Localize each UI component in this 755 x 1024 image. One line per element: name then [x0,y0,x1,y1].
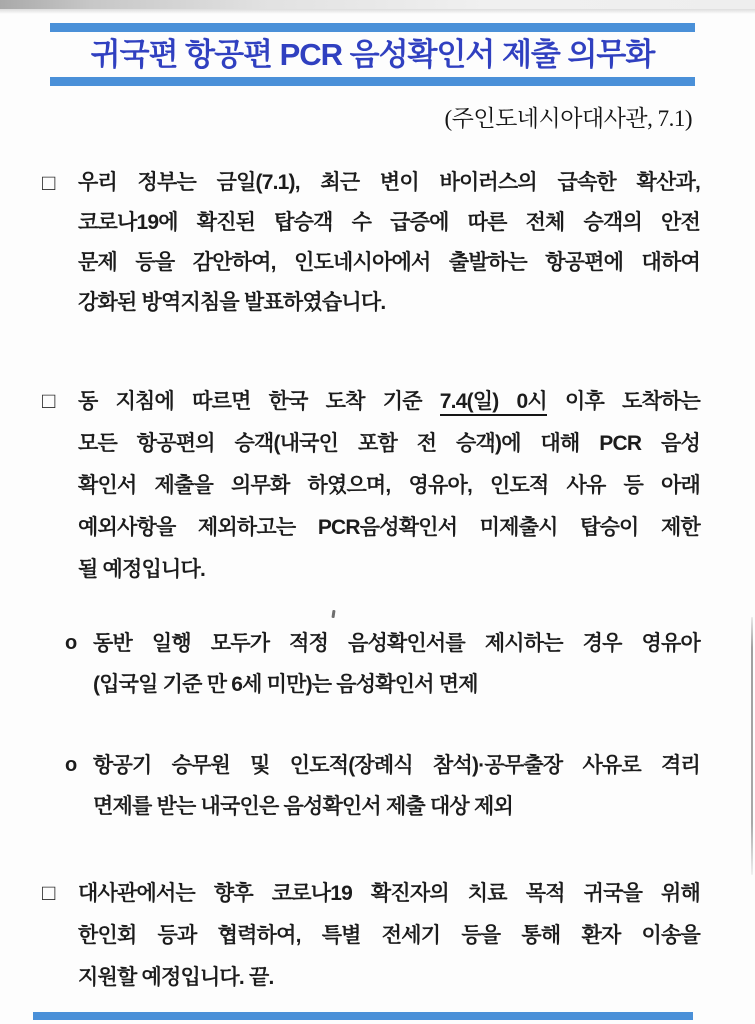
text-line [78,243,700,283]
text-segment: 될 예정입니다. [78,558,205,581]
text-line [93,664,700,705]
bullet-paragraph [42,163,700,323]
checkbox-bullet-marker: □ [42,170,56,195]
page-title: 귀국편 항공편 PCR 음성확인서 제출 의무화 [90,37,655,72]
text-line [78,957,700,999]
checkbox-bullet-marker: □ [42,880,56,905]
text-line [78,507,700,549]
right-edge-line [751,617,753,875]
sub-bullet-marker: o [65,754,78,776]
document-body [0,163,755,999]
paragraph-text [78,381,700,591]
text-line [93,786,700,827]
text-segment: 코로나19에 확진된 탑승객 수 급증에 따른 전체 승객의 안전 [78,211,700,234]
bullet-paragraph [42,873,700,999]
text-line [78,381,700,423]
text-segment: 문제 등을 감안하여, 인도네시아에서 출발하는 항공편에 대하여 [78,251,700,274]
text-segment: 대사관에서는 향후 코로나19 확진자의 치료 목적 귀국을 위해 [78,882,700,905]
text-line [78,423,700,465]
sub-bullet-item [65,745,700,827]
scan-edge-strip [0,0,755,9]
text-line [78,283,700,323]
text-line [93,623,700,664]
text-segment: 항공기 승무원 및 인도적(장례식 참석)·공무출장 사유로 격리 [93,754,700,777]
bullet-paragraph [42,381,700,591]
text-segment: 동 지침에 따르면 한국 도착 기준 [78,390,440,413]
sub-bullet-item [65,623,700,705]
text-line [78,465,700,507]
text-segment: 모든 항공편의 승객(내국인 포함 전 승객)에 대해 PCR 음성 [78,432,700,455]
text-segment: 예외사항을 제외하고는 PCR음성확인서 미제출시 탑승이 제한 [78,516,700,539]
text-segment: 한인회 등과 협력하여, 특별 전세기 등을 통해 환자 이송을 [78,924,700,947]
paragraph-text [93,745,700,827]
paragraph-text [93,623,700,705]
text-line [78,203,700,243]
bottom-blue-bar [33,1012,693,1020]
text-segment: 강화된 방역지침을 발표하였습니다. [78,291,386,314]
scan-edge-fade [0,9,755,14]
sub-bullet-marker: o [65,632,78,654]
text-segment: 확인서 제출을 의무화 하였으며, 영유아, 인도적 사유 등 아래 [78,474,700,497]
text-segment: 우리 정부는 금일(7.1), 최근 변이 바이러스의 급속한 확산과, [78,171,700,194]
checkbox-bullet-marker: □ [42,388,56,413]
text-segment: (입국일 기준 만 6세 미만)는 음성확인서 면제 [93,673,478,696]
text-segment: 지원할 예정입니다. 끝. [78,966,274,989]
underlined-date-text: 7.4(일) 0시 [440,390,547,416]
text-line [93,745,700,786]
text-segment: 면제를 받는 내국인은 음성확인서 제출 대상 제외 [93,795,513,818]
text-line [78,915,700,957]
title-box [50,23,695,86]
text-line [78,873,700,915]
attribution-line: (주인도네시아대사관, 7.1) [444,106,692,131]
text-line [78,163,700,203]
paragraph-text [78,873,700,999]
text-segment: 동반 일행 모두가 적정 음성확인서를 제시하는 경우 영유아 [93,632,700,655]
text-line [78,549,700,591]
paragraph-text [78,163,700,323]
text-segment: 이후 도착하는 [546,390,700,413]
